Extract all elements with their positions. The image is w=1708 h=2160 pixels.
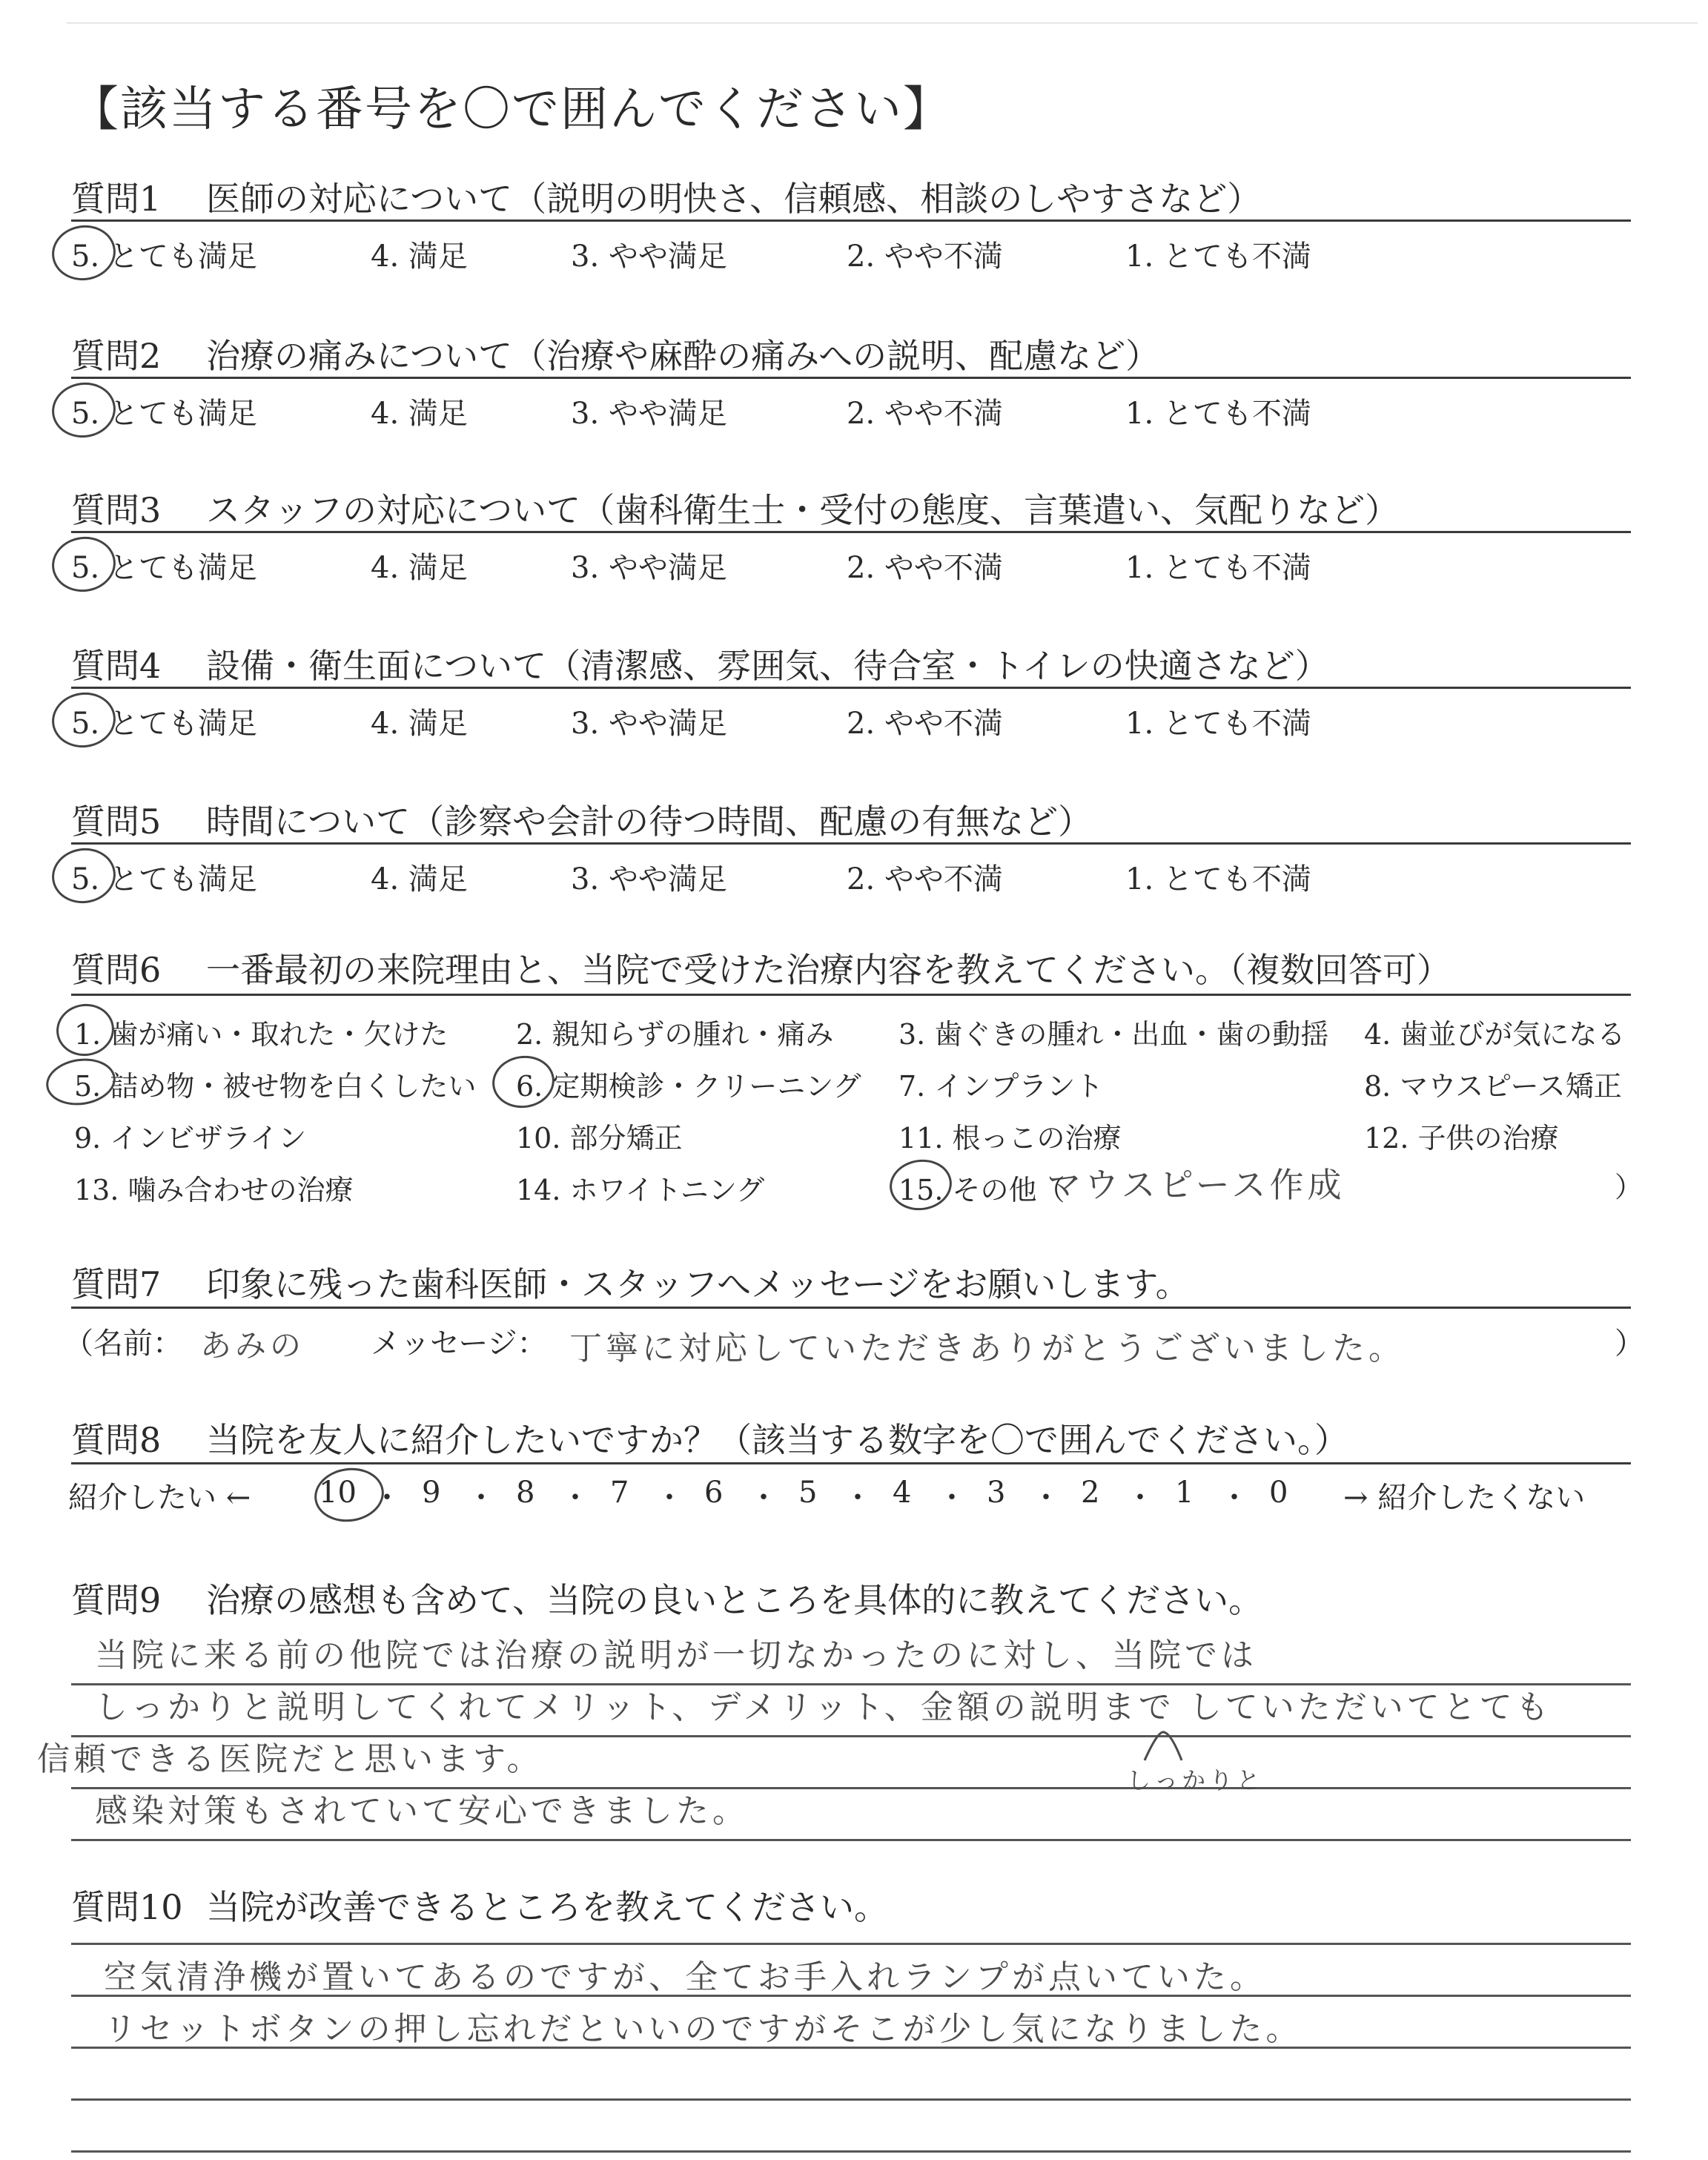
q8-scale-separator: ・ [560, 1481, 590, 1515]
q6-rule [71, 994, 1631, 996]
q6-item-13: 13. 噛み合わせの治療 [74, 1174, 354, 1206]
q9-handwritten-line-2: しっかりと説明してくれてメリット、デメリット、金額の説明まで していただいてとても [95, 1688, 1552, 1726]
q1-text: 医師の対応について（説明の明快さ、信頼感、相談のしやすさなど） [206, 179, 1262, 219]
q8-scale-9: 9 [422, 1476, 441, 1510]
q8-scale-separator: ・ [937, 1481, 967, 1515]
q6-other-close: ） [1615, 1171, 1644, 1203]
q4-option-1: 1. とても不満 [1125, 707, 1311, 741]
q8-selected-10-circle [311, 1464, 387, 1526]
q8-scale-4: 4 [893, 1476, 912, 1510]
q10-text: 当院が改善できるところを教えてください。 [206, 1887, 888, 1927]
q5-option-2: 2. やや不満 [847, 862, 1003, 896]
q10-handwritten-line-2: リセットボタンの押し忘れだといいのですがそこが少し気になりました。 [104, 2010, 1302, 2048]
q8-scale-separator: ・ [843, 1481, 873, 1515]
q3-option-2: 2. やや不満 [847, 551, 1003, 585]
q6-item-2: 2. 親知らずの腫れ・痛み [516, 1018, 834, 1051]
q2-text: 治療の痛みについて（治療や麻酔の痛みへの説明、配慮など） [206, 336, 1160, 376]
q6-item-8: 8. マウスピース矯正 [1364, 1070, 1622, 1103]
q4-rule [71, 687, 1631, 689]
q6-item-9: 9. インビザライン [74, 1122, 307, 1155]
q10-line-0 [71, 1943, 1631, 1945]
q10-label: 質問10 [71, 1887, 183, 1927]
q7-message-value: 丁寧に対応していただきありがとうございました。 [569, 1330, 1405, 1367]
q7-name-value: あみの [200, 1327, 305, 1364]
q6-item-4: 4. 歯並びが気になる [1364, 1018, 1626, 1051]
q8-scale-separator: ・ [372, 1481, 402, 1515]
q8-scale-7: 7 [610, 1476, 629, 1510]
q7-name-label: （名前： [64, 1327, 182, 1361]
q8-scale-separator: ・ [1219, 1481, 1249, 1515]
q5-option-5: 5. とても満足 [71, 862, 257, 896]
q6-item-6: 6. 定期検診・クリーニング [516, 1070, 861, 1103]
q1-option-2: 2. やや不満 [847, 240, 1003, 274]
q8-scale-5: 5 [798, 1476, 818, 1510]
q6-item-12: 12. 子供の治療 [1364, 1122, 1559, 1155]
q6-item-10: 10. 部分矯正 [516, 1122, 683, 1155]
q5-option-1: 1. とても不満 [1125, 862, 1311, 896]
q3-option-1: 1. とても不満 [1125, 551, 1311, 585]
q5-option-3: 3. やや満足 [571, 862, 727, 896]
q2-option-3: 3. やや満足 [571, 397, 727, 431]
q2-label: 質問2 [71, 336, 162, 376]
q8-scale-separator: ・ [749, 1481, 778, 1515]
q3-option-3: 3. やや満足 [571, 551, 727, 585]
page-top-edge [67, 22, 1698, 24]
q9-handwritten-line-3: 信頼できる医院だと思います。 [37, 1740, 543, 1778]
q4-option-5: 5. とても満足 [71, 707, 257, 741]
q2-option-4: 4. 満足 [371, 397, 468, 431]
q1-label: 質問1 [71, 179, 162, 219]
q10-line-4 [71, 2150, 1631, 2153]
q8-scale-0: 0 [1269, 1476, 1288, 1510]
q8-rule [71, 1462, 1631, 1464]
q8-scale-1: 1 [1175, 1476, 1194, 1510]
q9-line-4 [71, 1839, 1631, 1841]
q9-handwritten-line-4: 感染対策もされていて安心できました。 [95, 1792, 749, 1830]
q7-text: 印象に残った歯科医師・スタッフへメッセージをお願いします。 [206, 1264, 1190, 1304]
q4-option-2: 2. やや不満 [847, 707, 1003, 741]
q8-scale-3: 3 [987, 1476, 1006, 1510]
q8-scale-separator: ・ [1125, 1481, 1155, 1515]
q6-label: 質問6 [71, 950, 162, 990]
q6-item-15: 15. その他（ [898, 1174, 1065, 1206]
q9-insertion: しっかりと [1127, 1766, 1265, 1794]
q3-option-5: 5. とても満足 [71, 551, 257, 585]
q3-option-4: 4. 満足 [371, 551, 468, 585]
q9-text: 治療の感想も含めて、当院の良いところを具体的に教えてください。 [206, 1580, 1263, 1620]
q9-handwritten-line-1: 当院に来る前の他院では治療の説明が一切なかったのに対し、当院では [95, 1636, 1257, 1674]
q1-rule [71, 219, 1631, 222]
q6-item-7: 7. インプラント [898, 1070, 1104, 1103]
q4-option-4: 4. 満足 [371, 707, 468, 741]
q8-text: 当院を友人に紹介したいですか？（該当する数字を〇で囲んでください。） [206, 1420, 1348, 1460]
q8-right-label: → 紹介したくない [1343, 1481, 1586, 1515]
q10-line-3 [71, 2098, 1631, 2101]
q3-label: 質問3 [71, 490, 162, 530]
q8-scale-separator: ・ [655, 1481, 684, 1515]
q1-option-3: 3. やや満足 [571, 240, 727, 274]
page-title: 【該当する番号を〇で囲んでください】 [71, 82, 952, 137]
q5-label: 質問5 [71, 802, 162, 842]
q8-scale-2: 2 [1081, 1476, 1100, 1510]
q2-option-5: 5. とても満足 [71, 397, 257, 431]
q1-option-4: 4. 満足 [371, 240, 468, 274]
q6-item-1: 1. 歯が痛い・取れた・欠けた [74, 1018, 448, 1051]
q6-item-14: 14. ホワイトニング [516, 1174, 765, 1206]
q9-label: 質問9 [71, 1580, 162, 1620]
q4-text: 設備・衛生面について（清潔感、雰囲気、待合室・トイレの快適さなど） [206, 646, 1329, 686]
q8-scale-separator: ・ [466, 1481, 496, 1515]
q10-handwritten-line-1: 空気清浄機が置いてあるのですが、全てお手入れランプが点いていた。 [104, 1958, 1266, 1996]
q7-rule [71, 1307, 1631, 1309]
q6-item-5: 5. 詰め物・被せ物を白くしたい [74, 1070, 477, 1103]
q4-option-3: 3. やや満足 [571, 707, 727, 741]
q8-label: 質問8 [71, 1420, 162, 1460]
q5-option-4: 4. 満足 [371, 862, 468, 896]
q1-option-5: 5. とても満足 [71, 240, 257, 274]
q2-option-1: 1. とても不満 [1125, 397, 1311, 431]
q3-rule [71, 531, 1631, 533]
q5-rule [71, 842, 1631, 845]
insertion-caret-icon [1142, 1728, 1186, 1765]
q6-item-3: 3. 歯ぐきの腫れ・出血・歯の動揺 [898, 1018, 1329, 1051]
q4-label: 質問4 [71, 646, 162, 686]
q7-close: ） [1615, 1327, 1644, 1361]
q8-scale-8: 8 [516, 1476, 535, 1510]
q2-option-2: 2. やや不満 [847, 397, 1003, 431]
q8-scale-10: 10 [319, 1476, 357, 1510]
q7-message-label: メッセージ： [371, 1327, 547, 1361]
q8-scale-6: 6 [704, 1476, 724, 1510]
q3-text: スタッフの対応について（歯科衛生士・受付の態度、言葉遣い、気配りなど） [206, 490, 1400, 530]
q8-scale-separator: ・ [1031, 1481, 1061, 1515]
q8-left-label: 紹介したい ← [68, 1481, 251, 1515]
q5-text: 時間について（診察や会計の待つ時間、配慮の有無など） [206, 802, 1093, 842]
q6-other-handwritten: マウスピース作成 [1047, 1165, 1345, 1205]
q2-rule [71, 377, 1631, 379]
q7-label: 質問7 [71, 1264, 162, 1304]
q6-item-11: 11. 根っこの治療 [898, 1122, 1122, 1155]
q6-text: 一番最初の来院理由と、当院で受けた治療内容を教えてください。（複数回答可） [206, 950, 1451, 990]
q1-option-1: 1. とても不満 [1125, 240, 1311, 274]
